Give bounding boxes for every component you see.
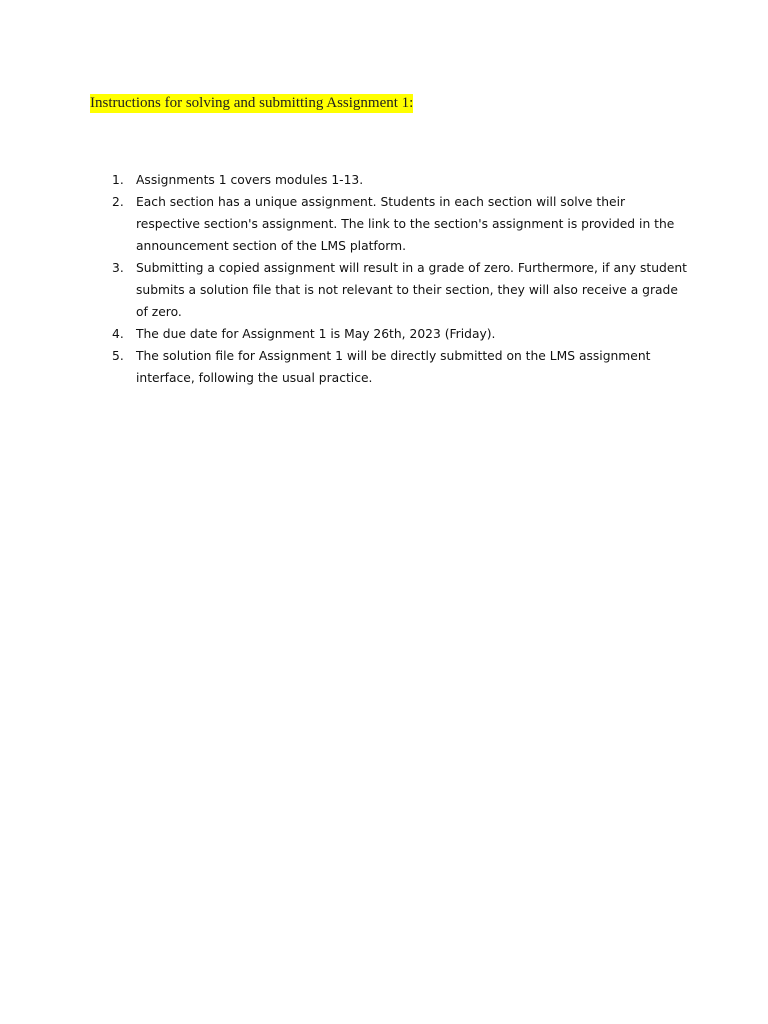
list-item xyxy=(108,257,688,323)
list-item xyxy=(108,323,688,345)
highlighted-heading-text: Instructions for solving and submitting Assignment 1: xyxy=(90,95,414,111)
list-item-number: 2. xyxy=(112,195,124,209)
list-item xyxy=(108,191,688,257)
list-item-number: 5. xyxy=(112,349,124,363)
instructions-list xyxy=(108,169,688,389)
list-item-number: 3. xyxy=(112,261,124,275)
list-item-text: The due date for Assignment 1 is May 26th, 2023 (Friday). xyxy=(136,327,496,341)
list-item xyxy=(108,169,688,191)
document-heading xyxy=(90,93,413,113)
list-item-text: The solution file for Assignment 1 will be directly submitted on the LMS assignment interface, following the usual practice. xyxy=(136,349,651,385)
list-item-number: 4. xyxy=(112,327,124,341)
list-item-text: Submitting a copied assignment will result in a grade of zero. Furthermore, if any student submits a solution file that is not relevant to their section, they will also receive a grade of zero. xyxy=(136,261,687,319)
list-item-text: Assignments 1 covers modules 1-13. xyxy=(136,173,364,187)
list-item-text: Each section has a unique assignment. Students in each section will solve their respective section's assignment. The link to the section's assignment is provided in the announcement section of the LMS platform. xyxy=(136,195,675,253)
list-item-number: 1. xyxy=(112,173,124,187)
list-item xyxy=(108,345,688,389)
